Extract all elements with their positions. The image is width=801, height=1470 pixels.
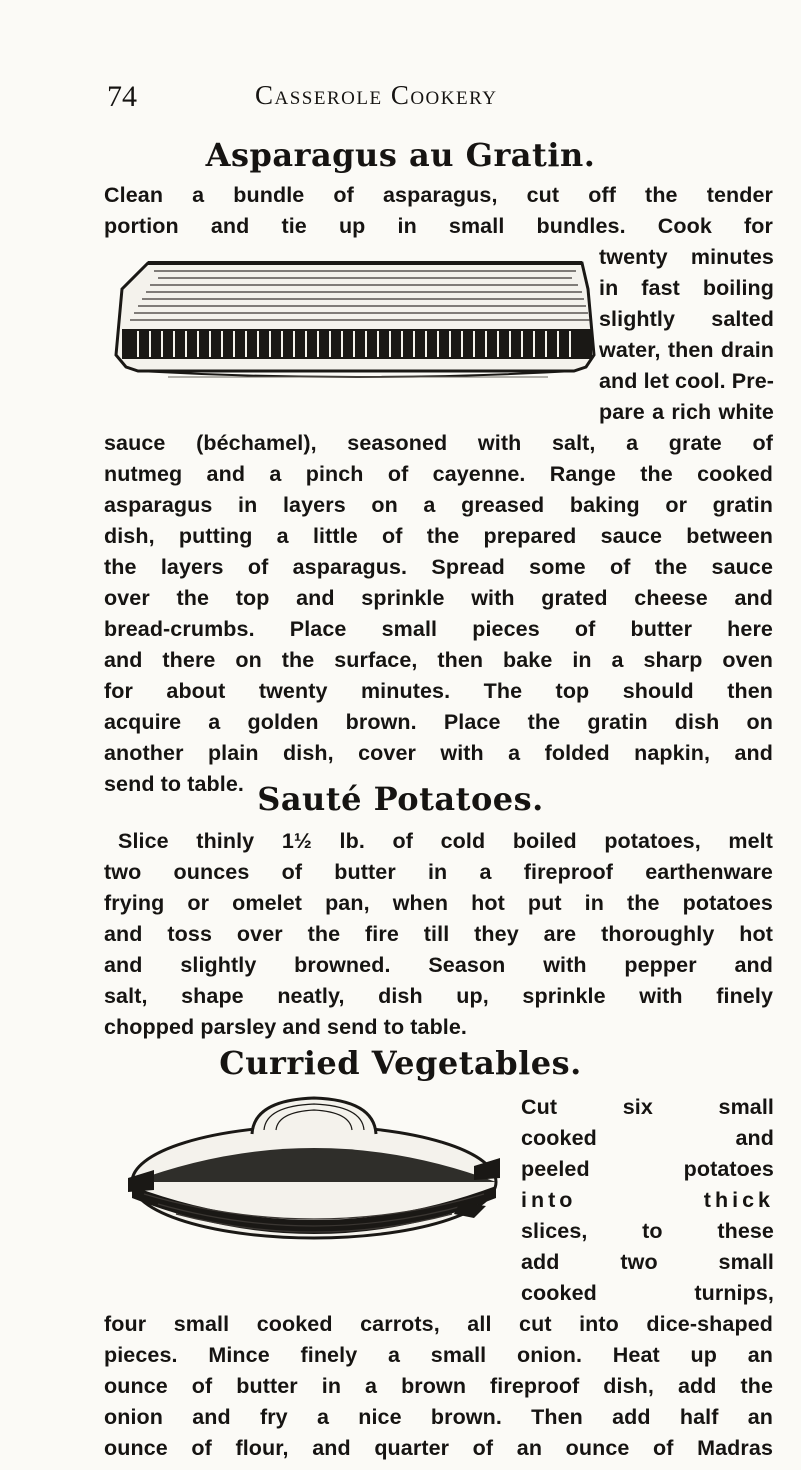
recipe-title-saute-potatoes: Sauté Potatoes. — [257, 780, 544, 818]
running-title: Casserole Cookery — [255, 80, 498, 110]
text-line: and toss over the fire till they are thoroughly hot — [104, 922, 773, 946]
page-number: 74 — [107, 80, 137, 113]
text-line: and slightly browned. Season with pepper and — [104, 953, 773, 977]
text-line: sauce (béchamel), seasoned with salt, a grate of — [104, 431, 773, 455]
text-line: two ounces of butter in a fireproof earthenware — [104, 860, 773, 884]
text-line: onion and fry a nice brown. Then add half an — [104, 1405, 773, 1429]
text-line: asparagus in layers on a greased baking or gratin — [104, 493, 773, 517]
text-line: nutmeg and a pinch of cayenne. Range the cooked — [104, 462, 773, 486]
text-line: Slice thinly 1½ lb. of cold boiled potatoes, melt — [118, 829, 773, 853]
text-line: ounce of flour, and quarter of an ounce of Madras — [104, 1436, 773, 1460]
recipe-body-asparagus-wrap — [599, 242, 774, 428]
text-line: Cut six small — [521, 1095, 774, 1119]
text-line: the layers of asparagus. Spread some of the sauce — [104, 555, 773, 579]
gratin-dish-illustration — [108, 245, 596, 385]
text-line: four small cooked carrots, all cut into dice-shaped — [104, 1312, 773, 1336]
text-line: peeled potatoes — [521, 1157, 774, 1181]
text-line: chopped parsley and send to table. — [104, 1015, 467, 1039]
recipe-title-asparagus: Asparagus au Gratin. — [205, 136, 596, 174]
text-line: portion and tie up in small bundles. Cook for — [104, 214, 773, 238]
text-line: send to table. — [104, 772, 244, 796]
text-line: Clean a bundle of asparagus, cut off the tender — [104, 183, 773, 207]
text-line: into thick — [521, 1188, 774, 1212]
text-line: in fast boiling — [599, 276, 774, 300]
text-line: and there on the surface, then bake in a sharp oven — [104, 648, 773, 672]
recipe-body-asparagus-bottom — [104, 428, 773, 800]
text-line: water, then drain — [599, 338, 774, 362]
text-line: pieces. Mince finely a small onion. Heat up an — [104, 1343, 773, 1367]
text-line: slightly salted — [599, 307, 774, 331]
text-line: another plain dish, cover with a folded napkin, and — [104, 741, 773, 765]
text-line: ounce of butter in a brown fireproof dish, add the — [104, 1374, 773, 1398]
text-line: dish, putting a little of the prepared sauce between — [104, 524, 773, 548]
recipe-body-saute-potatoes — [104, 826, 773, 1043]
text-line: over the top and sprinkle with grated cheese and — [104, 586, 773, 610]
text-line: for about twenty minutes. The top should then — [104, 679, 773, 703]
text-line: bread-crumbs. Place small pieces of butter here — [104, 617, 773, 641]
recipe-body-curried-bottom — [104, 1309, 773, 1464]
text-line: acquire a golden brown. Place the gratin dish on — [104, 710, 773, 734]
recipe-body-asparagus-top — [104, 180, 773, 242]
text-line: salt, shape neatly, dish up, sprinkle with finely — [104, 984, 773, 1008]
text-line: slices, to these — [521, 1219, 774, 1243]
text-line: cooked and — [521, 1126, 774, 1150]
casserole-pot-illustration — [124, 1094, 504, 1254]
running-head — [0, 74, 801, 114]
text-line: add two small — [521, 1250, 774, 1274]
text-line: pare a rich white — [599, 400, 774, 424]
text-line: and let cool. Pre- — [599, 369, 775, 393]
text-line: frying or omelet pan, when hot put in the potatoes — [104, 891, 773, 915]
recipe-title-curried-vegetables: Curried Vegetables. — [219, 1044, 582, 1082]
text-line: cooked turnips, — [521, 1281, 774, 1305]
recipe-body-curried-wrap — [521, 1092, 774, 1309]
text-line: twenty minutes — [599, 245, 774, 269]
